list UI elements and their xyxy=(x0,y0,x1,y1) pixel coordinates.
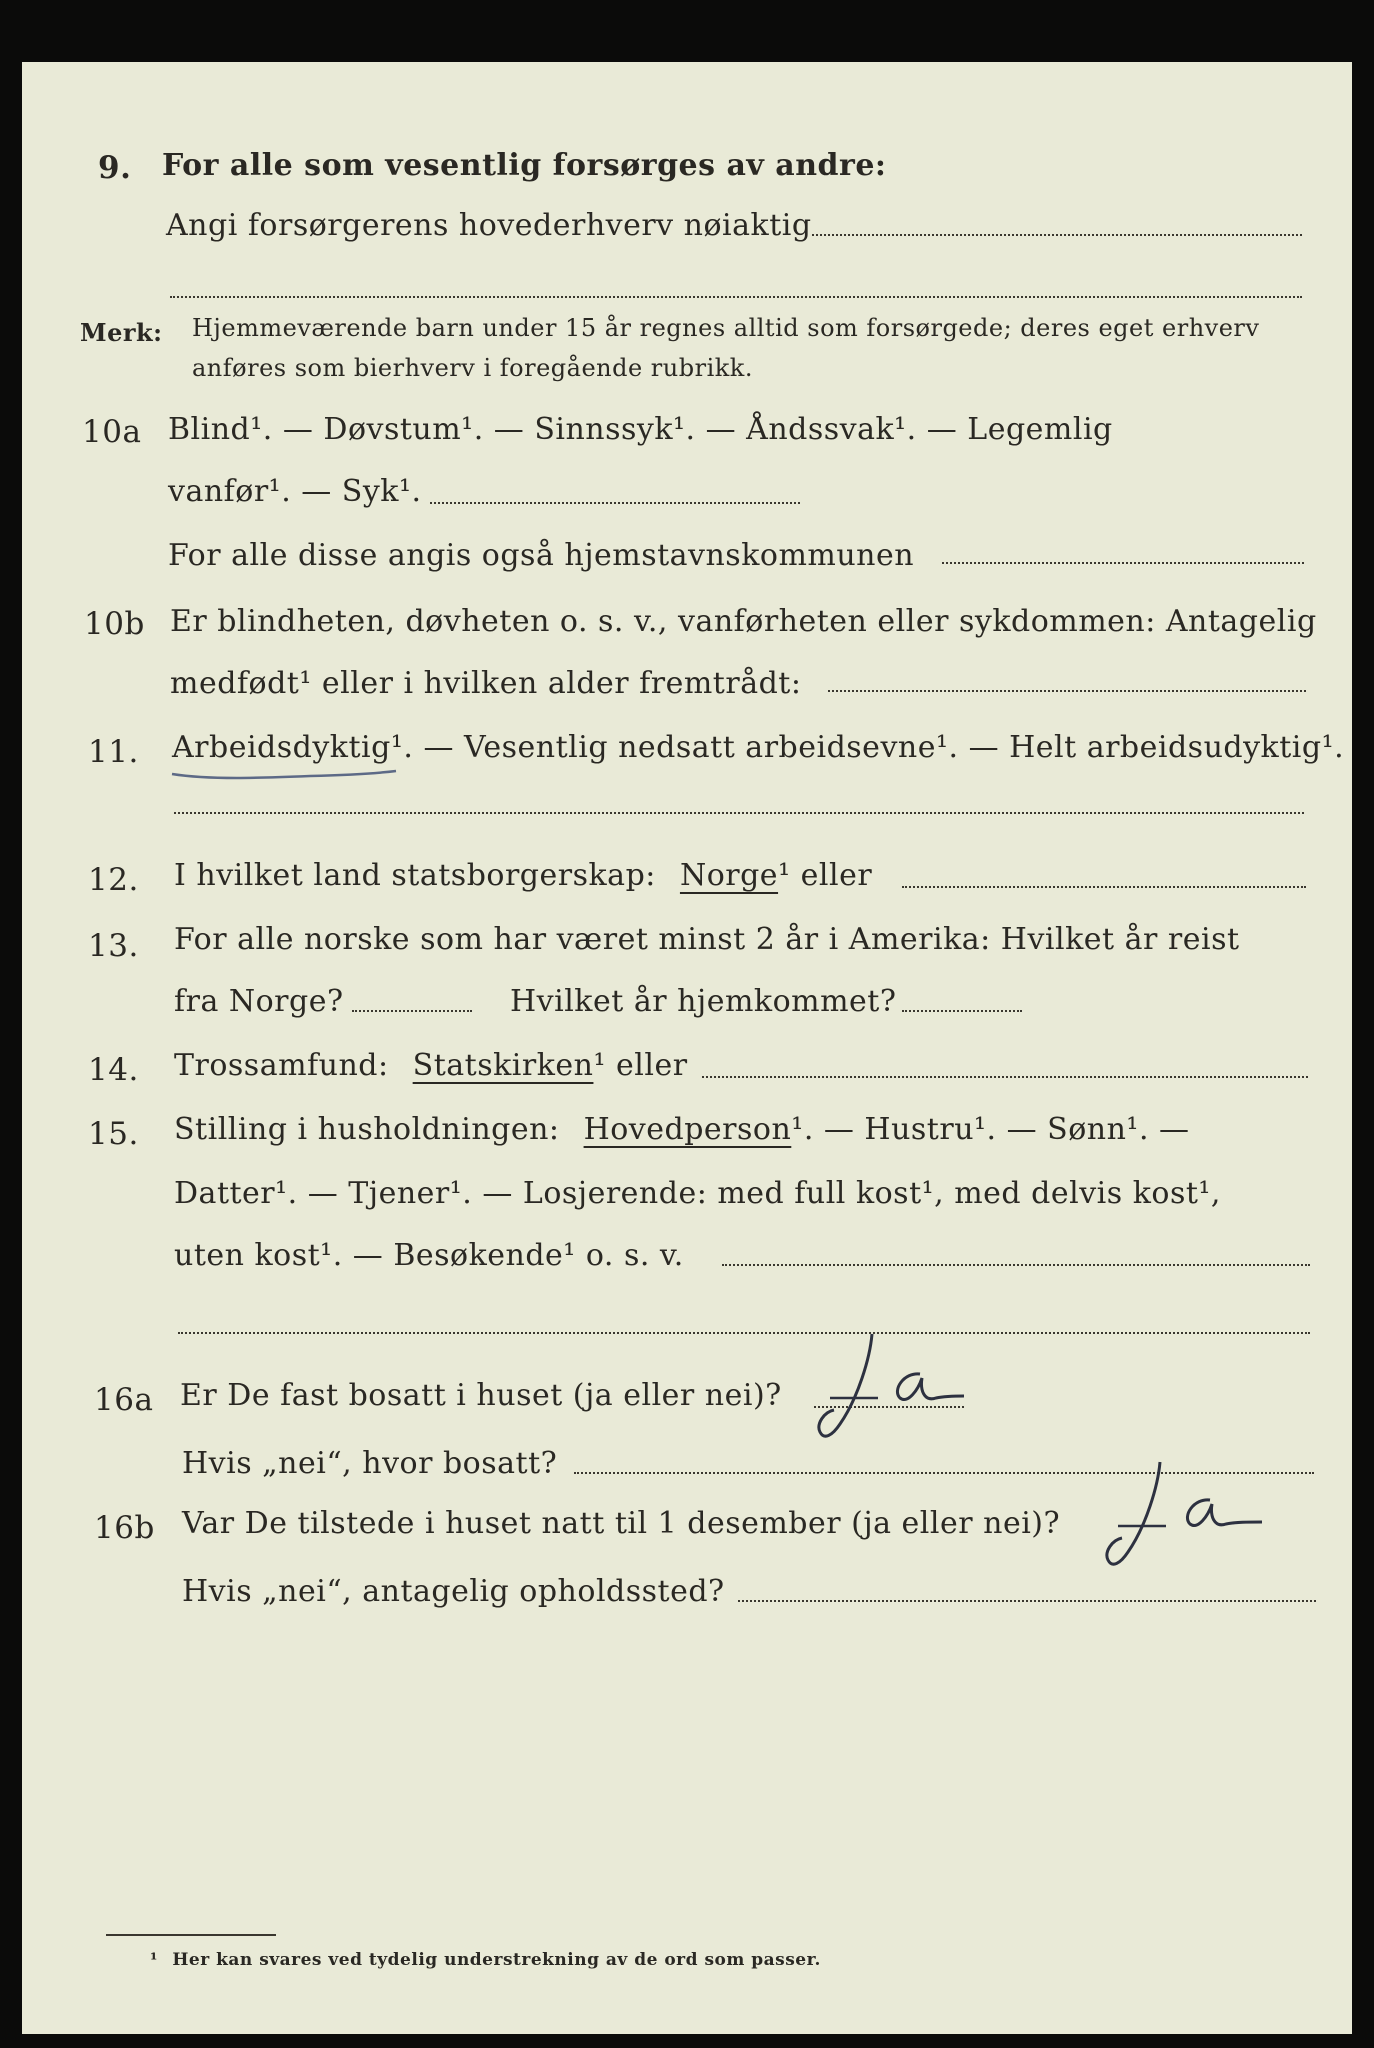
q15-line3: uten kost¹. — Besøkende¹ o. s. v. xyxy=(174,1238,684,1273)
q16b-hvis-nei: Hvis „nei“, antagelig opholdssted? xyxy=(182,1574,725,1609)
handwritten-answer-ja-16b xyxy=(1086,1456,1276,1576)
q10a-line2: vanfør¹. — Syk¹. xyxy=(168,474,422,509)
q12-option-norge: Norge xyxy=(679,858,779,893)
q12-question: I hvilket land statsborgerskap: xyxy=(174,858,656,893)
q15-option-hovedperson: Hovedperson xyxy=(583,1112,792,1147)
handwritten-answer-ja-16a xyxy=(800,1328,980,1448)
q11-answer-line[interactable] xyxy=(174,812,1304,814)
q10b-answer-line[interactable] xyxy=(828,690,1306,692)
q12-line xyxy=(174,858,872,893)
q9-answer-line-2[interactable] xyxy=(170,296,1302,298)
q9-title: For alle som vesentlig forsørges av andre: xyxy=(162,148,887,183)
q16a-hvis-nei: Hvis „nei“, hvor bosatt? xyxy=(182,1446,558,1481)
footnote xyxy=(150,1950,821,1970)
q9-answer-line[interactable] xyxy=(812,234,1302,236)
q15-line2: Datter¹. — Tjener¹. — Losjerende: med full kost¹, med delvis kost¹, xyxy=(174,1176,1221,1211)
q10a-number: 10a xyxy=(82,414,142,450)
q10a-syk-answer-line[interactable] xyxy=(430,502,800,504)
q11-number: 11. xyxy=(88,734,139,770)
q9-number: 9. xyxy=(98,150,132,186)
q16a-question: Er De fast bosatt i huset (ja eller nei)? xyxy=(180,1378,782,1413)
merk-line1: Hjemmeværende barn under 15 år regnes alltid som forsørgede; deres eget erhverv xyxy=(192,314,1260,342)
merk-line2: anføres som bierhverv i foregående rubrikk. xyxy=(192,354,753,382)
q12-post: ¹ eller xyxy=(778,858,873,893)
footnote-mark: ¹ xyxy=(150,1950,158,1970)
q10b-number: 10b xyxy=(84,606,145,642)
q14-post: ¹ eller xyxy=(593,1048,688,1083)
merk-label: Merk: xyxy=(80,318,163,347)
q16b-question: Var De tilstede i huset natt til 1 desember (ja eller nei)? xyxy=(182,1506,1061,1541)
footnote-text: Her kan svares ved tydelig understrekning av de ord som passer. xyxy=(172,1950,821,1970)
q12-answer-line[interactable] xyxy=(902,886,1306,888)
q10b-line2: medfødt¹ eller i hvilken alder fremtrådt: xyxy=(170,666,802,701)
q13-hjemkommet-answer-line[interactable] xyxy=(902,1010,1022,1012)
q15-number: 15. xyxy=(88,1116,139,1152)
q13-reist-answer-line[interactable] xyxy=(352,1010,472,1012)
handwritten-underline-arbeidsdyktig xyxy=(170,762,400,786)
q10a-line3: For alle disse angis også hjemstavnskommunen xyxy=(168,538,915,573)
q15-answer-line-2[interactable] xyxy=(178,1332,1310,1334)
q13-number: 13. xyxy=(88,928,139,964)
q15-question: Stilling i husholdningen: xyxy=(174,1112,560,1147)
q10a-line1: Blind¹. — Døvstum¹. — Sinnssyk¹. — Åndssvak¹. — Legemlig xyxy=(168,412,1113,447)
q11-options xyxy=(172,730,1344,765)
q10b-line1: Er blindheten, døvheten o. s. v., vanførheten eller sykdommen: Antagelig xyxy=(170,604,1317,639)
q16b-number: 16b xyxy=(94,1510,155,1546)
q16b-hvis-nei-answer-line[interactable] xyxy=(738,1600,1316,1602)
q14-number: 14. xyxy=(88,1052,139,1088)
census-form-page xyxy=(22,62,1352,2034)
q13-hjemkommet-question: Hvilket år hjemkommet? xyxy=(510,984,897,1019)
q14-line xyxy=(174,1048,688,1083)
q13-reist-question: fra Norge? xyxy=(174,984,344,1019)
q15-other-options: ¹. — Hustru¹. — Sønn¹. — xyxy=(791,1112,1190,1147)
q14-answer-line[interactable] xyxy=(702,1076,1308,1078)
q16a-number: 16a xyxy=(94,1382,154,1418)
q14-question: Trossamfund: xyxy=(174,1048,389,1083)
q14-option-statskirken: Statskirken xyxy=(412,1048,594,1083)
q9-question: Angi forsørgerens hovederhverv nøiaktig xyxy=(166,208,812,243)
footnote-divider xyxy=(106,1934,276,1936)
q13-line1: For alle norske som har været minst 2 år i Amerika: Hvilket år reist xyxy=(174,922,1240,957)
q11-other-options: ¹. — Vesentlig nedsatt arbeidsevne¹. — Helt arbeidsudyktig¹. xyxy=(390,730,1345,765)
q11-option-arbeidsdyktig: Arbeidsdyktig xyxy=(172,730,391,765)
q15-answer-line[interactable] xyxy=(722,1264,1310,1266)
q12-number: 12. xyxy=(88,862,139,898)
q10a-hjemstavn-answer-line[interactable] xyxy=(942,562,1304,564)
q15-line1 xyxy=(174,1112,1190,1147)
